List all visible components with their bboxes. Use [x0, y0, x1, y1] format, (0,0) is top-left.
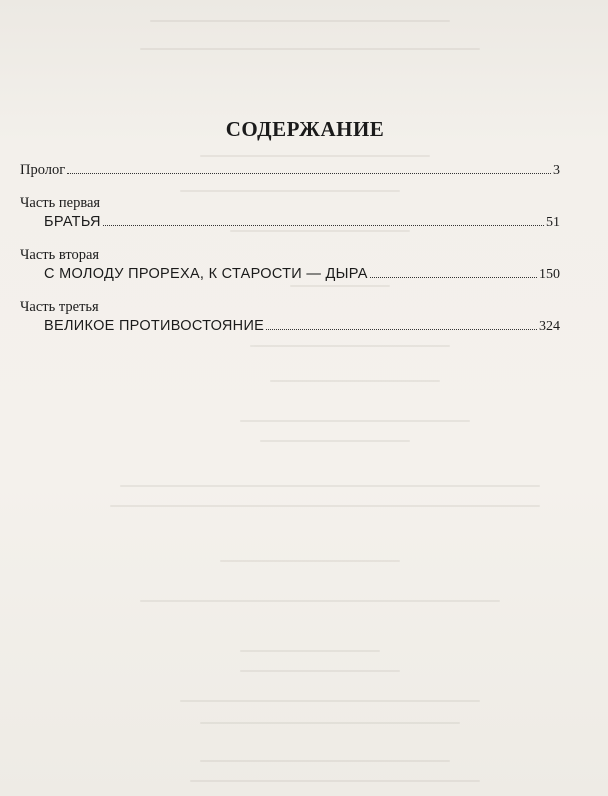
dot-leader	[370, 277, 537, 278]
dot-leader	[67, 173, 551, 174]
toc-title: СОДЕРЖАНИЕ	[225, 117, 385, 141]
toc-page-number: 51	[546, 215, 560, 230]
toc-page-number: 150	[539, 267, 560, 282]
toc-part-label: Часть первая	[20, 195, 101, 211]
toc-row[interactable]	[20, 264, 560, 285]
toc-row[interactable]	[20, 212, 560, 233]
dot-leader	[266, 329, 537, 330]
toc-entry-part-3	[20, 298, 560, 337]
toc-entry-title: БРАТЬЯ	[44, 214, 101, 230]
toc-entry-part-1	[20, 194, 560, 233]
toc-row[interactable]	[20, 160, 560, 181]
toc-entry-title: ВЕЛИКОЕ ПРОТИВОСТОЯНИЕ	[44, 318, 265, 334]
table-of-contents	[20, 117, 560, 350]
toc-entry-part-2	[20, 246, 560, 285]
toc-page-number: 3	[553, 163, 560, 178]
toc-part-label: Часть вторая	[20, 247, 100, 263]
dot-leader	[103, 225, 544, 226]
toc-entry-title: С МОЛОДУ ПРОРЕХА, К СТАРОСТИ — ДЫРА	[44, 266, 368, 282]
toc-entry-title: Пролог	[20, 162, 66, 178]
toc-row[interactable]	[20, 316, 560, 337]
toc-part-label: Часть третья	[20, 299, 99, 315]
toc-entry-prologue	[20, 160, 560, 181]
toc-page-number: 324	[539, 319, 560, 334]
